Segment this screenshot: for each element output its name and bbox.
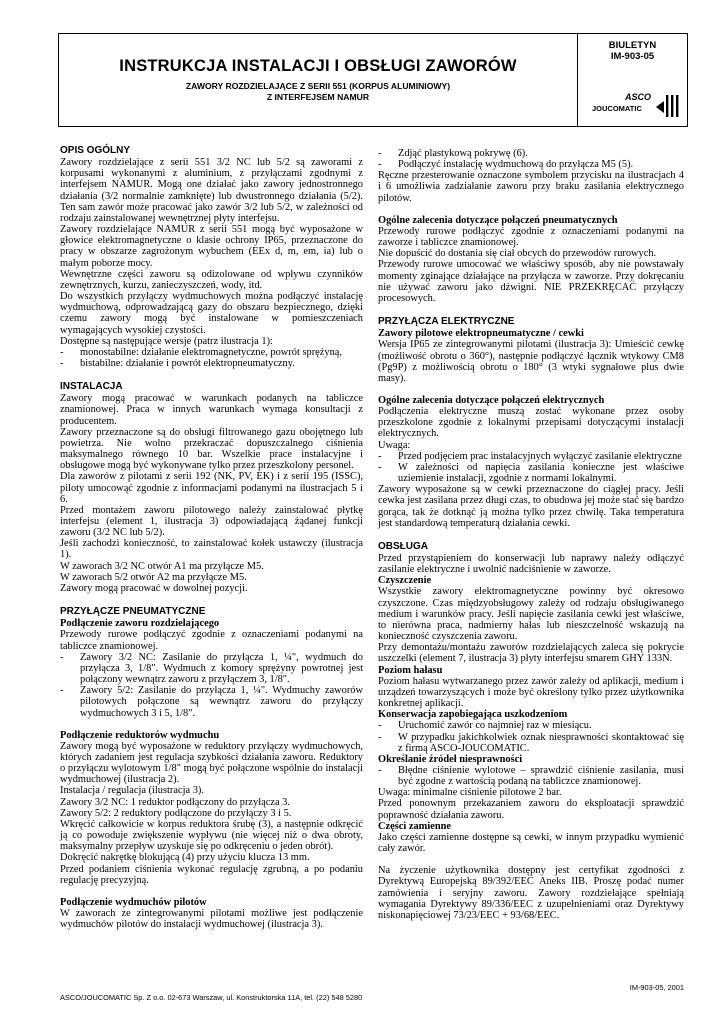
paragraph: Przed ponownym przekazaniem zaworu do eksploatacji sprawdzić poprawność działania zaworu.: [378, 798, 684, 821]
subheading: Części zamienne: [378, 820, 451, 832]
subheading: Czyszczenie: [378, 575, 432, 587]
list-item: - W zależności od napięcia zasilania konieczne jest właściwe uziemienie instalacji, zgodnie z normami lokalnymi.: [378, 462, 684, 484]
list-item: - Uruchomić zawór co najmniej raz w miesiącu.: [378, 720, 684, 731]
list-item: - W przypadku jakichkolwiek oznak niesprawności skontaktować się z firmą ASCO-JOUCOMATIC.: [378, 732, 684, 754]
subheading: Podłączenie zaworu rozdzielającego: [60, 618, 220, 630]
paragraph: Zawory wyposażone są w cewki przeznaczone do ciągłej pracy. Jeśli cewka jest zasilana przez długi czas, to obudowa jej może stać się bardzo gorąca, tak że dotknąć ją można tylko przez chwilę. Taka temperatura jest standardową temperaturą działania cewki.: [378, 484, 684, 529]
subheading: Określanie źródeł niesprawności: [378, 753, 523, 765]
document-subtitle: ZAWORY ROZDZIELAJĄCE Z SERII 551 (KORPUS ALUMINIOWY): [185, 81, 451, 91]
logo-mark-icon: [656, 93, 680, 119]
list-item: - bistabilne: działanie i powrót elektropneumatyczny.: [60, 358, 363, 369]
paragraph: Instalacja / regulacja (ilustracja 3).: [60, 785, 204, 797]
paragraph: Do wszystkich przyłączy wydmuchowych można podłączyć instalację wydmuchową, odprowadzającą gazy do obszaru bezpiecznego, dzięki czemu zawory mogą być instalowane w pomieszczeniach wymagających wysokiej czystości.: [60, 291, 363, 336]
logo-joucomatic-text: JOUCOMATIC: [592, 104, 642, 113]
paragraph: Ręczne przesterowanie oznaczone symbolem przycisku na ilustracjach 4 i 6 umożliwia zadziałanie zaworu przy braku zasilania elektrycznego pilotów.: [378, 170, 684, 204]
paragraph: Dostępne są następujące wersje (patrz ilustracja 1):: [60, 335, 273, 347]
paragraph: Zawory 3/2 NC: 1 reduktor podłączony do przyłącza 3.: [60, 796, 290, 808]
list-item: - Błędne ciśnienie wylotowe – sprawdzić ciśnienie zasilania, musi być zgodne z wartością podaną na tabliczce znamionowej.: [378, 765, 684, 787]
paragraph: Wkręcić całkowicie w korpus reduktora śrubę (3), a następnie odkręcić ją co powoduje zwiększenie wypływu (nie więcej niż o dwa obroty, maksymalny przepływ uzyskuje się po odkręceniu o jeden obrót).: [60, 818, 363, 853]
document-subtitle-2: Z INTERFEJSEM NAMUR: [266, 92, 370, 102]
spacer: [60, 886, 363, 897]
subheading: Konserwacja zapobiegająca uszkodzeniom: [378, 709, 568, 721]
paragraph: Zawory przeznaczone są do obsługi filtrowanego gazu obojętnego lub powietrza. Nie wolno przekraczać dopuszczalnego ciśnienia maksymalnego równego 10 bar. Wszelkie prace instalacyjne i obsługowe mogą być wykonywane tylko przez przeszkolony personel.: [60, 426, 363, 472]
footer-doc-reference: IM-903-05, 2001: [629, 983, 684, 992]
paragraph: Podłączenia elektryczne muszą zostać wykonane przez osoby przeszkolone zgodnie z lokalnymi przepisami dotyczącymi instalacji elektrycznych.: [378, 406, 684, 440]
subheading: Ogólne zalecenia dotyczące połączeń elektrycznych: [378, 394, 605, 406]
section-heading-general: OPIS OGÓLNY: [60, 145, 131, 156]
header-box: [58, 33, 688, 127]
subheading: Podłączenie reduktorów wydmuchu: [60, 729, 220, 741]
certificate-paragraph: Na życzenie użytkownika dostępny jest certyfikat zgodności z Dyrektywą Europejską 89/392/EEC Aneks IIB. Proszę podać numer zamówienia i seryjny zaworu. Zawory rozdzielające spełniają wymagania Dyrektywy 89/336/EEC z uzupełnieniami oraz Dyrektywy niskonapięciowej 73/23/EEC + 93/68/EEC.: [378, 865, 684, 921]
paragraph: Przed podaniem ciśnienia wykonać regulację zgrubną, a po podaniu regulację precyzyjną.: [60, 863, 363, 886]
list-item: - monostabilne: działanie elektromagnetyczne, powrót sprężyną,: [60, 347, 363, 358]
list-item: - Zdjąć plastykową pokrywę (6).: [378, 148, 684, 159]
footer-address: ASCO/JOUCOMATIC Sp. Z o.o. 02-673 Warszaw, ul. Konstruktorska 11A, tel. (22) 548 5280: [60, 993, 363, 1002]
section-heading-installation: INSTALACJA: [60, 381, 123, 393]
document-title: INSTRUKCJA INSTALACJI I OBSŁUGI ZAWORÓW: [119, 57, 517, 75]
spacer: [378, 384, 684, 395]
paragraph: Zawory mogą pracować w dowolnej pozycji.: [60, 582, 248, 594]
paragraph: Zawory rozdzielające NAMUR z serii 551 mogą być wyposażone w głowice elektromagnetyczne o klasie ochrony IP65, przeznaczone do pracy w obszarze zagrożonym wybuchem (EEx d, m, em, ia) lub o małym poborze mocy.: [60, 224, 363, 269]
paragraph: Przy demontażu/montażu zaworów rozdzielających zaleca się pokrycie uszczelki (element 7, ilustracja 3) płyty interfejsu smarem GHY 133N.: [378, 642, 684, 665]
paragraph: Poziom hałasu wytwarzanego przez zawór zależy od aplikacji, medium i urządzeń towarzyszących i może być określony tylko przez użytkownika konkretnej aplikacji.: [378, 675, 684, 710]
spacer: [60, 719, 363, 730]
paragraph: Przewody rurowe podłączyć zgodnie z oznaczeniami podanymi na zaworze i tabliczce znamionowej.: [378, 225, 684, 249]
paragraph: W zaworach 3/2 NC otwór A1 ma przyłącze M5.: [60, 560, 264, 572]
list-item: - Zawory 3/2 NC: Zasilanie do przyłącza 1, ¼", wydmuch do przyłącza 3, 1/8". Wydmuch z komory sprężyny powrotnej jest połączony wewnątrz zaworu z przyłączem 3, 1/8".: [60, 652, 363, 685]
bulletin-panel: [578, 34, 687, 126]
paragraph: Nie dopuścić do dostania się ciał obcych do przewodów rurowych.: [378, 248, 657, 260]
paragraph: Wersja IP65 ze zintegrowanymi pilotami (ilustracja 3): Umieścić cewkę (możliwość obrotu o 360°), następnie podłączyć łącznik wtykowy CM8 (Pg9P) z możliwością obrotu o 180° (3 wtyki sygnałowe plus dwie masy).: [378, 339, 684, 384]
paragraph: Przewody rurowe umocować we właściwy sposób, aby nie powstawały momenty zginające działające na przyłącza w zaworze. Przy dokręcaniu nie używać zaworu jako dźwigni. NIE PRZEKRĘCAĆ przyłączy procesowych.: [378, 259, 684, 304]
subheading: Poziom hałasu: [378, 664, 443, 676]
paragraph: Dokręcić nakrętkę blokującą (4) przy użyciu klucza 13 mm.: [60, 852, 310, 864]
paragraph: Wewnętrzne części zaworu są odizolowane od wpływu czynników zewnętrznych, kurzu, zanieczyszczeń, wody, itd.: [60, 268, 363, 291]
paragraph: W zaworach ze zintegrowanymi pilotami możliwe jest podłączenie wydmuchów pilotów do instalacji wydmuchowej (ilustracja 3).: [60, 908, 363, 931]
paragraph: Zawory mogą pracować w warunkach podanych na tabliczce znamionowej. Praca w innych warunkach wymaga konsultacji z producentem.: [60, 393, 363, 427]
bulletin-number: IM-903-05: [610, 51, 655, 62]
section-heading-pneumatic: PRZYŁĄCZE PNEUMATYCZNE: [60, 606, 206, 618]
section-heading-electrical: PRZYŁĄCZA ELEKTRYCZNE: [378, 316, 515, 328]
paragraph: Jeśli zachodzi konieczność, to zainstalować kołek ustawczy (ilustracja 1).: [60, 538, 363, 561]
paragraph: Uwaga:: [378, 439, 411, 451]
left-column: [60, 145, 363, 930]
subheading: Zawory pilotowe elektropneumatyczne / cewki: [378, 328, 584, 340]
spacer: [378, 204, 684, 215]
right-column: [378, 148, 684, 921]
subheading: Ogólne zalecenia dotyczące połączeń pneumatycznych: [378, 214, 618, 226]
paragraph: W zaworach 5/2 otwór A2 ma przyłącze M5.: [60, 571, 247, 583]
paragraph: Przed montażem zaworu pilotowego należy zainstalować płytkę interfejsu (element 1, ilustracja 3) odpowiadającą żądanej funkcji zaworu (3/2 NC lub 5/2).: [60, 504, 363, 539]
paragraph: Przed przystąpieniem do konserwacji lub naprawy należy odłączyć zasilanie elektryczne i uwolnić nadciśnienie w zaworze.: [378, 553, 684, 576]
paragraph: Zawory rozdzielające z serii 551 3/2 NC lub 5/2 są zaworami z korpusami wykonanymi z aluminium, z przyłączami zgodnymi z interfejsem NAMUR. Mogą one działać jako zawory jednostronnego działania (3/2 normalnie zamknięte) lub dwustronnego działania (5/2). Ten sam zawór może pracować jako zawór 3/2 lub 5/2, w zależności od rodzaju zainstalowanej wewnętrznej płyty interfejsu.: [60, 157, 363, 224]
bulletin-label: BIULETYN: [608, 40, 657, 51]
subheading: Podłączenie wydmuchów pilotów: [60, 896, 207, 908]
paragraph: Zawory 5/2: 2 reduktory podłączone do przyłączy 3 i 5.: [60, 807, 292, 819]
paragraph: Wszystkie zawory elektromagnetyczne powinny być okresowo czyszczone. Czas międzyobsługowy zależy od rodzaju obsługiwanego medium i warunków pracy. Jeśli napięcie zasilania cewki jest właściwe, to nierówna praca, nadmierny hałas lub nieszczelność wskazują na konieczność czyszczenia zaworu.: [378, 586, 684, 643]
spacer: [378, 854, 684, 865]
list-item: - Podłączyć instalację wydmuchową do przyłącza M5 (5).: [378, 159, 684, 170]
paragraph: Uwaga: minimalne ciśnienie pilotowe 2 bar.: [378, 787, 562, 799]
list-item: - Przed podjęciem prac instalacyjnych wyłączyć zasilanie elektryczne: [378, 451, 684, 462]
paragraph: Zawory mogą być wyposażone w reduktory przyłączy wydmuchowych, których zadaniem jest regulacja szybkości działania zaworu. Reduktory o przyłączu wylotowym 1/8" mogą być połączone wspólnie do instalacji wydmuchowej (ilustracja 2).: [60, 740, 363, 786]
logo-asco-text: ASCO: [625, 92, 652, 102]
paragraph: Dla zaworów z pilotami z serii 192 (NK, PV, EK) i z serii 195 (ISSC), piloty umocowąć zgodnie z informacjami podanymi na ilustracjach 5 i 6.: [60, 471, 363, 505]
list-item: - Zawory 5/2: Zasilanie do przyłącza 1, ¼". Wydmuchy zaworów pilotowych połączone są wewnątrz zaworu do przyłączy wydmuchowych 3 i 5, 1/8".: [60, 685, 363, 718]
section-heading-maintenance: OBSŁUGA: [378, 540, 428, 552]
company-logo: [592, 90, 682, 120]
paragraph: Jako części zamienne dostępne są cewki, w innym przypadku wymienić cały zawór.: [378, 831, 684, 855]
paragraph: Przewody rurowe podłączyć zgodnie z oznaczeniami podanymi na tabliczce znamionowej.: [60, 629, 363, 652]
